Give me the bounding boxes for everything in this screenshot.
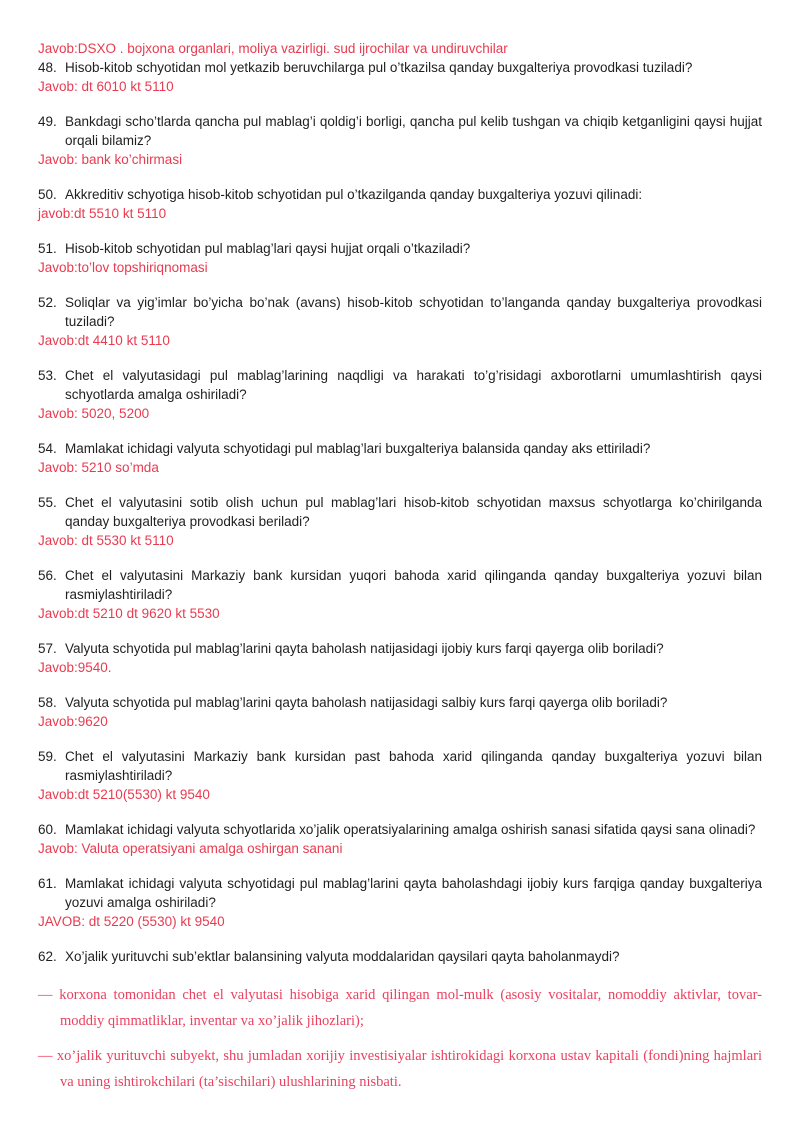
qa-group [38,439,762,477]
qa-group [38,366,762,423]
question-text [38,747,762,785]
question-text [38,947,762,966]
question-body: Mamlakat ichidagi valyuta schyotidagi pul mablag’lari buxgalteriya balansida qanday aks ettiriladi? [65,441,651,456]
qa-group [38,747,762,804]
question-body: Chet el valyutasini sotib olish uchun pul mablag’lari hisob-kitob schyotidan maxsus schyotlarga ko’chirilganda qanday buxgalteriya provodkasi beriladi? [65,495,762,529]
question-body: Hisob-kitob schyotidan pul mablag’lari qaysi hujjat orqali o’tkaziladi? [65,241,471,256]
question-text [38,874,762,912]
answer-line: Javob:dt 5210 dt 9620 kt 5530 [38,606,220,621]
qa-group [38,639,762,677]
qa-list [38,58,762,966]
qa-group [38,493,762,550]
notes-list [38,982,762,1095]
question-number: 55. [38,495,57,510]
answer-line: Javob: Valuta operatsiyani amalga oshirgan sanani [38,841,343,856]
question-number: 52. [38,295,57,310]
answer-line: javob:dt 5510 kt 5110 [38,206,167,221]
question-number: 57. [38,641,57,656]
question-number: 59. [38,749,57,764]
question-text [38,185,762,204]
question-body: Akkreditiv schyotiga hisob-kitob schyotidan pul o’tkazilganda qanday buxgalteriya yozuvi qilinadi: [65,187,643,202]
question-text [38,566,762,604]
question-number: 62. [38,949,57,964]
question-number: 48. [38,60,57,75]
question-text [38,58,762,77]
question-body: Chet el valyutasidagi pul mablag’larining naqdligi va harakati to’g’risidagi axborotlarni umumlashtirish qaysi schyotlarda amalga oshiriladi? [65,368,762,402]
question-body: Valyuta schyotida pul mablag’larini qayta baholash natijasidagi salbiy kurs farqi qayerga olib boriladi? [65,695,668,710]
qa-group [38,693,762,731]
question-body: Soliqlar va yig’imlar bo’yicha bo’nak (avans) hisob-kitob schyotidan to’langanda qanday buxgalteriya provodkasi tuziladi? [65,295,762,329]
question-body: Bankdagi scho’tlarda qancha pul mablag’i qoldig’i borligi, qancha pul kelib tushgan va chiqib ketganligini qaysi hujjat orqali bilamiz? [65,114,762,148]
answer-line: Javob:9620 [38,714,108,729]
question-body: Chet el valyutasini Markaziy bank kursidan yuqori bahoda xarid qilinganda qanday buxgalteriya yozuvi bilan rasmiylashtiriladi? [65,568,762,602]
question-text [38,239,762,258]
question-body: Valyuta schyotida pul mablag’larini qayta baholash natijasidagi ijobiy kurs farqi qayerga olib boriladi? [65,641,664,656]
question-text [38,439,762,458]
question-number: 53. [38,368,57,383]
answer-line: Javob: 5020, 5200 [38,406,150,421]
question-body: Xo’jalik yurituvchi sub’ektlar balansining valyuta moddalaridan qaysilari qayta baholanmaydi? [65,949,620,964]
question-body: Mamlakat ichidagi valyuta schyotlarida xo’jalik operatsiyalarining amalga oshirish sanasi sifatida qaysi sana olinadi? [65,822,756,837]
qa-group [38,112,762,169]
question-number: 49. [38,114,57,129]
question-text [38,493,762,531]
question-body: Chet el valyutasini Markaziy bank kursidan past bahoda xarid qilinganda qanday buxgalteriya yozuvi bilan rasmiylashtiriladi? [65,749,762,783]
question-body: Hisob-kitob schyotidan mol yetkazib beruvchilarga pul o’tkazilsa qanday buxgalteriya provodkasi tuziladi? [65,60,693,75]
qa-group [38,820,762,858]
intro-answer-line: Javob:DSXO . bojxona organlari, moliya vazirligi. sud ijrochilar va undiruvchilar [38,41,508,56]
answer-line: Javob: 5210 so’mda [38,460,159,475]
qa-group [38,566,762,623]
answer-line: Javob: dt 5530 kt 5110 [38,533,174,548]
qa-group [38,239,762,277]
question-text [38,112,762,150]
question-number: 61. [38,876,57,891]
qa-group [38,58,762,96]
answer-line: Javob:9540. [38,660,112,675]
qa-group [38,293,762,350]
question-number: 60. [38,822,57,837]
question-text [38,293,762,331]
answer-line: JAVOB: dt 5220 (5530) kt 9540 [38,914,225,929]
question-number: 54. [38,441,57,456]
question-number: 56. [38,568,57,583]
question-body: Mamlakat ichidagi valyuta schyotidagi pul mablag’larini qayta baholashdagi ijobiy kurs farqiga qanday buxgalteriya yozuvi amalga oshiriladi? [65,876,762,910]
question-text [38,820,762,839]
answer-line: Javob: bank ko’chirmasi [38,152,183,167]
question-number: 51. [38,241,57,256]
answer-line: Javob:dt 4410 kt 5110 [38,333,170,348]
answer-line: Javob: dt 6010 kt 5110 [38,79,174,94]
question-number: 58. [38,695,57,710]
question-text [38,693,762,712]
answer-line: Javob:dt 5210(5530) kt 9540 [38,787,210,802]
note-item: — xo’jalik yurituvchi subyekt, shu jumladan xorijiy investisiyalar ishtirokidagi korxona ustav kapitali (fondi)ning hajmlari va uning ishtirokchilari (ta’sischilari) ulushlarining nisbati. [38,1048,762,1090]
question-text [38,366,762,404]
question-text [38,639,762,658]
qa-group [38,185,762,223]
question-number: 50. [38,187,57,202]
qa-group [38,874,762,931]
answer-line: Javob:to’lov topshiriqnomasi [38,260,208,275]
qa-group [38,947,762,966]
note-item: — korxona tomonidan chet el valyutasi hisobiga xarid qilingan mol-mulk (asosiy vositalar, nomoddiy aktivlar, tovar-moddiy qimmatliklar, inventar va xo’jalik jihozlari); [38,987,762,1029]
